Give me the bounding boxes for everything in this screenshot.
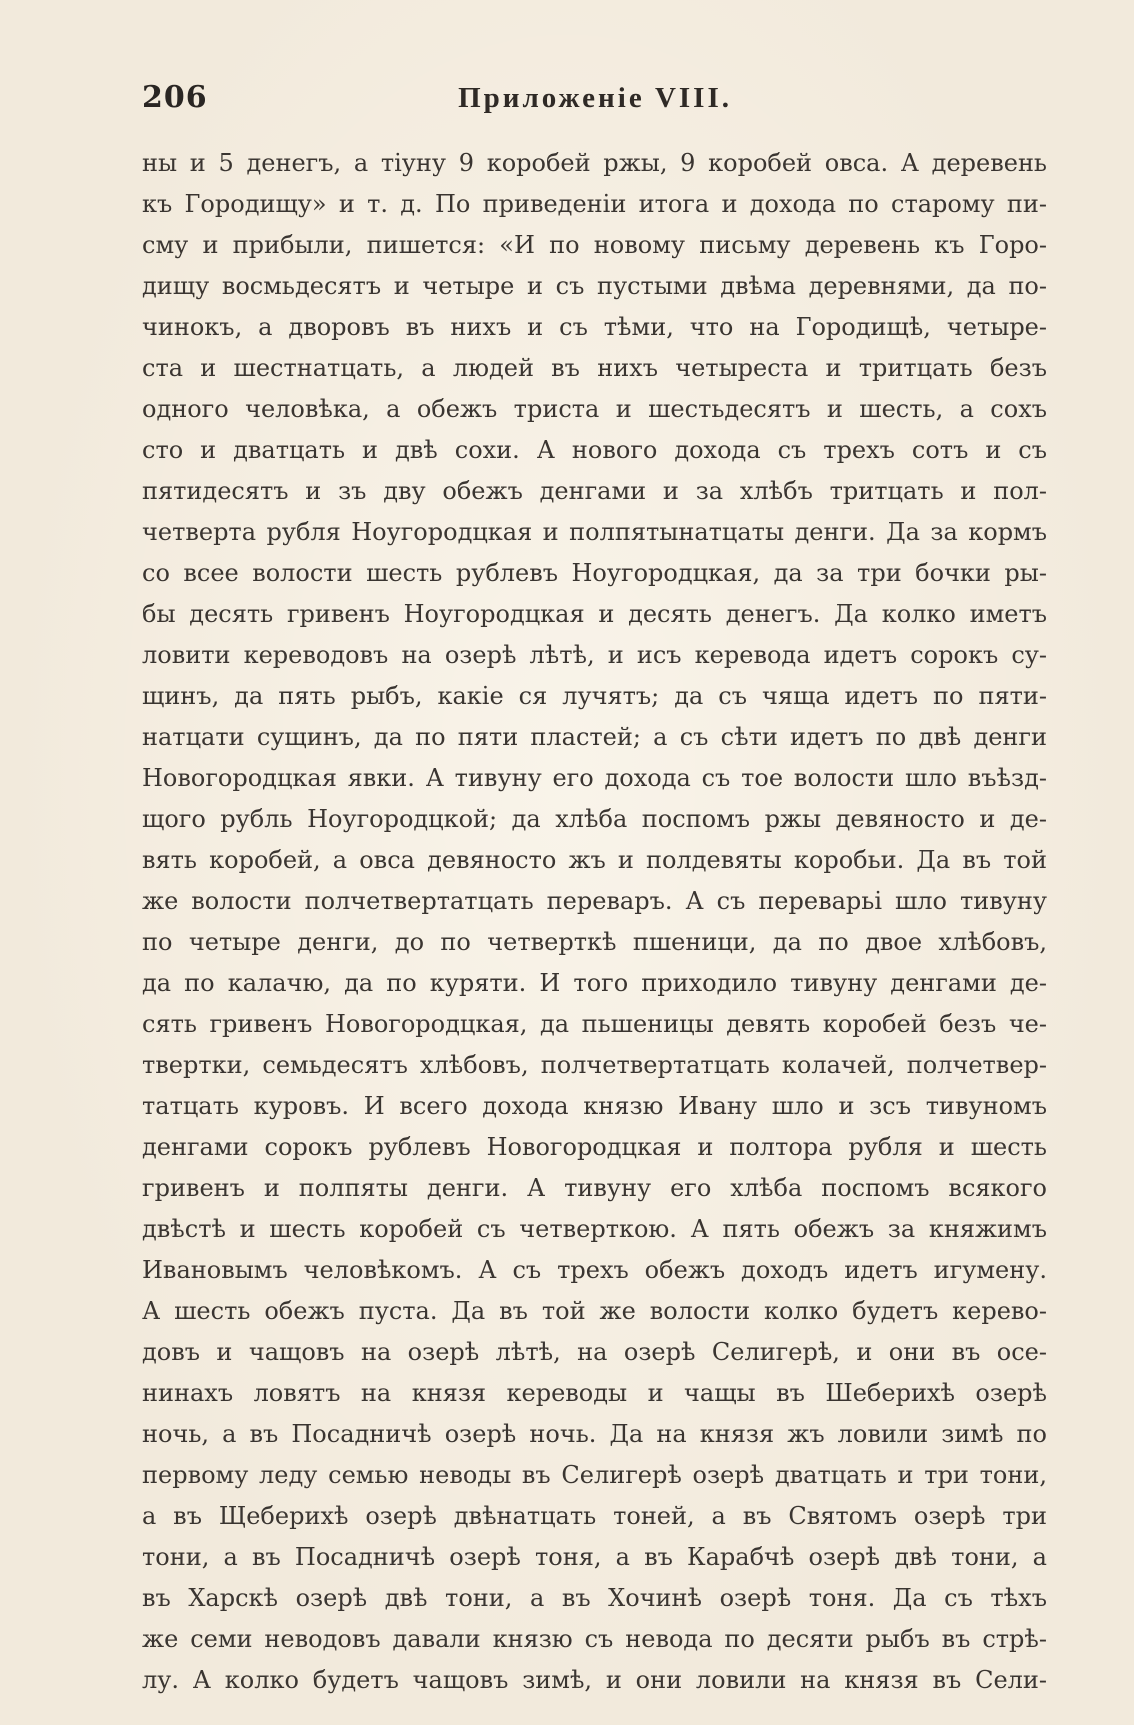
text-line: же волости полчетвертатцать переваръ. А съ переварьі шло тивуну (142, 887, 1047, 915)
text-line: да по калачю, да по куряти. И того приходило тивуну денгами де- (142, 969, 1047, 997)
text-line: первому леду семью неводы въ Селигерѣ озерѣ дватцать и три тони, (142, 1461, 1047, 1489)
text-line: ста и шестнатцать, а людей въ нихъ четыреста и тритцать безъ (142, 354, 1047, 382)
text-line: гривенъ и полпяты денги. А тивуну его хлѣба поспомъ всякого (142, 1174, 1047, 1202)
text-line: А шесть обежъ пуста. Да въ той же волости колко будетъ керево- (142, 1297, 1047, 1325)
text-line: довъ и чащовъ на озерѣ лѣтѣ, на озерѣ Селигерѣ, и они въ осе- (142, 1338, 1047, 1366)
text-line: бы десять гривенъ Ноугородцкая и десять денегъ. Да колко иметъ (142, 600, 1047, 628)
text-line: твертки, семьдесятъ хлѣбовъ, полчетвертатцать колачей, полчетвер- (142, 1051, 1047, 1079)
text-line: сму и прибыли, пишется: «И по новому письму деревень къ Горо- (142, 231, 1047, 259)
text-line: же семи неводовъ давали князю съ невода по десяти рыбъ въ стрѣ- (142, 1625, 1047, 1653)
body-text (142, 143, 1047, 1701)
text-line: ночь, а въ Посадничѣ озерѣ ночь. Да на князя жъ ловили зимѣ по (142, 1420, 1047, 1448)
text-line: денгами сорокъ рублевъ Новогородцкая и полтора рубля и шесть (142, 1133, 1047, 1161)
text-line: пятидесятъ и зъ дву обежъ денгами и за хлѣбъ тритцать и пол- (142, 477, 1047, 505)
text-line: татцать куровъ. И всего дохода князю Ивану шло и зсъ тивуномъ (142, 1092, 1047, 1120)
page-header (142, 80, 732, 120)
text-line: сто и дватцать и двѣ сохи. А нового дохода съ трехъ сотъ и съ (142, 436, 1047, 464)
text-line: лу. А колко будетъ чащовъ зимѣ, и они ловили на князя въ Сели- (142, 1666, 1047, 1694)
text-line: Новогородцкая явки. А тивуну его дохода съ тое волости шло въѣзд- (142, 764, 1047, 792)
text-line: ны и 5 денегъ, а тіуну 9 коробей ржы, 9 коробей овса. А деревень (142, 149, 1047, 177)
page-number: 206 (142, 80, 208, 115)
text-line: щого рубль Ноугородцкой; да хлѣба поспомъ ржы девяносто и де- (142, 805, 1047, 833)
text-line: нинахъ ловятъ на князя кереводы и чащы въ Шеберихѣ озерѣ (142, 1379, 1047, 1407)
text-line: натцати сущинъ, да по пяти пластей; а съ сѣти идетъ по двѣ денги (142, 723, 1047, 751)
text-line: по четыре денги, до по четверткѣ пшеници, да по двое хлѣбовъ, (142, 928, 1047, 956)
text-line: ловити кереводовъ на озерѣ лѣтѣ, и исъ керевода идетъ сорокъ су- (142, 641, 1047, 669)
text-line: четверта рубля Ноугородцкая и полпятынатцаты денги. Да за кормъ (142, 518, 1047, 546)
text-line: а въ Щеберихѣ озерѣ двѣнатцать тоней, а въ Святомъ озерѣ три (142, 1502, 1047, 1530)
text-line: двѣстѣ и шесть коробей съ четверткою. А пять обежъ за княжимъ (142, 1215, 1047, 1243)
text-line: со всее волости шесть рублевъ Ноугородцкая, да за три бочки ры- (142, 559, 1047, 587)
text-line: чинокъ, а дворовъ въ нихъ и съ тѣми, что на Городищѣ, четыре- (142, 313, 1047, 341)
text-line: сять гривенъ Новогородцкая, да пьшеницы девять коробей безъ че- (142, 1010, 1047, 1038)
running-head: Приложеніе VIII. (458, 82, 732, 114)
text-line: одного человѣка, а обежъ триста и шестьдесятъ и шесть, а сохъ (142, 395, 1047, 423)
text-line: дищу восмьдесятъ и четыре и съ пустыми двѣма деревнями, да по- (142, 272, 1047, 300)
text-line: щинъ, да пять рыбъ, какіе ся лучятъ; да съ чяща идетъ по пяти- (142, 682, 1047, 710)
text-line: Ивановымъ человѣкомъ. А съ трехъ обежъ доходъ идетъ игумену. (142, 1256, 1047, 1284)
text-line: вять коробей, а овса девяносто жъ и полдевяты коробьи. Да въ той (142, 846, 1047, 874)
text-line: тони, а въ Посадничѣ озерѣ тоня, а въ Карабчѣ озерѣ двѣ тони, а (142, 1543, 1047, 1571)
text-line: въ Харскѣ озерѣ двѣ тони, а въ Хочинѣ озерѣ тоня. Да съ тѣхъ (142, 1584, 1047, 1612)
text-line: къ Городищу» и т. д. По приведеніи итога и дохода по старому пи- (142, 190, 1047, 218)
